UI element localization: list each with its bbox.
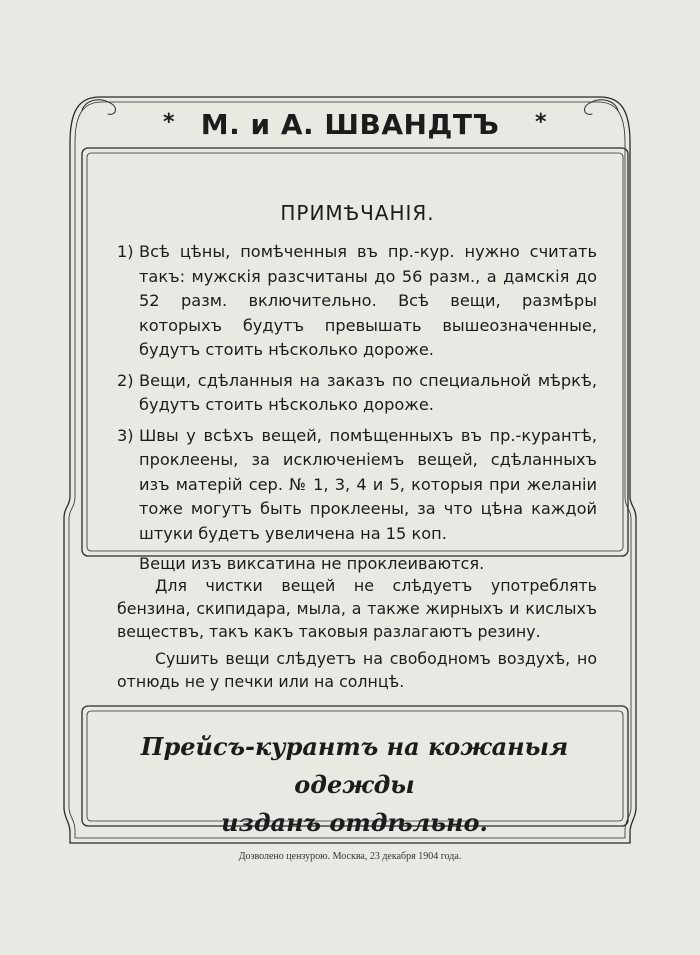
note-item	[117, 369, 597, 418]
star-ornament-left: *	[163, 110, 175, 135]
company-title: М. и А. ШВАНДТЪ	[200, 108, 500, 141]
note-extra-text: Вещи изъ виксатина не проклеиваются.	[139, 554, 485, 573]
note-item	[117, 240, 597, 363]
notes-list	[117, 240, 597, 577]
note-text: Вещи, сдѣланныя на заказъ по специальной мѣркѣ, будутъ стоить нѣсколько дороже.	[139, 370, 597, 414]
care-paragraph: Сушить вещи слѣдуетъ на свободномъ воздухѣ, но отнюдь не у печки или на солнцѣ.	[117, 649, 597, 691]
care-paragraph: Для чистки вещей не слѣдуетъ употреблять бензина, скипидара, мыла, а также жирныхъ и кислыхъ веществъ, такъ какъ таковыя разлагаютъ резину.	[117, 576, 597, 641]
note-text: Швы у всѣхъ вещей, помѣщенныхъ въ пр.-курантѣ, проклеены, за исключеніемъ вещей, сдѣланныхъ изъ матерій сер. № 1, 3, 4 и 5, которыя при желаніи тоже могутъ быть проклеены, за что цѣна каждой штуки будетъ увеличена на 15 коп.	[139, 425, 597, 543]
notes-heading: ПРИМѢЧАНІЯ.	[280, 201, 435, 225]
note-text: Всѣ цѣны, помѣченныя въ пр.-кур. нужно считать такъ: мужскія разсчитаны до 56 разм., а дамскія до 52 разм. включительно. Всѣ вещи, размѣры которыхъ будутъ превышать вышеозначенные, будутъ стоить нѣсколько дороже.	[139, 242, 597, 359]
note-number: 2)	[117, 370, 134, 390]
care-instructions	[117, 574, 597, 697]
promo-line: Прейсъ-курантъ на кожаныя одежды	[140, 732, 569, 799]
censorship-footer: Дозволено цензурою. Москва, 23 декабря 1904 года.	[238, 851, 462, 862]
promo-line: изданъ отдѣльно.	[221, 808, 488, 837]
note-number: 1)	[117, 242, 134, 261]
note-number: 3)	[117, 425, 134, 445]
star-ornament-right: *	[535, 110, 547, 135]
promo-notice	[82, 728, 627, 842]
note-item	[117, 424, 597, 547]
